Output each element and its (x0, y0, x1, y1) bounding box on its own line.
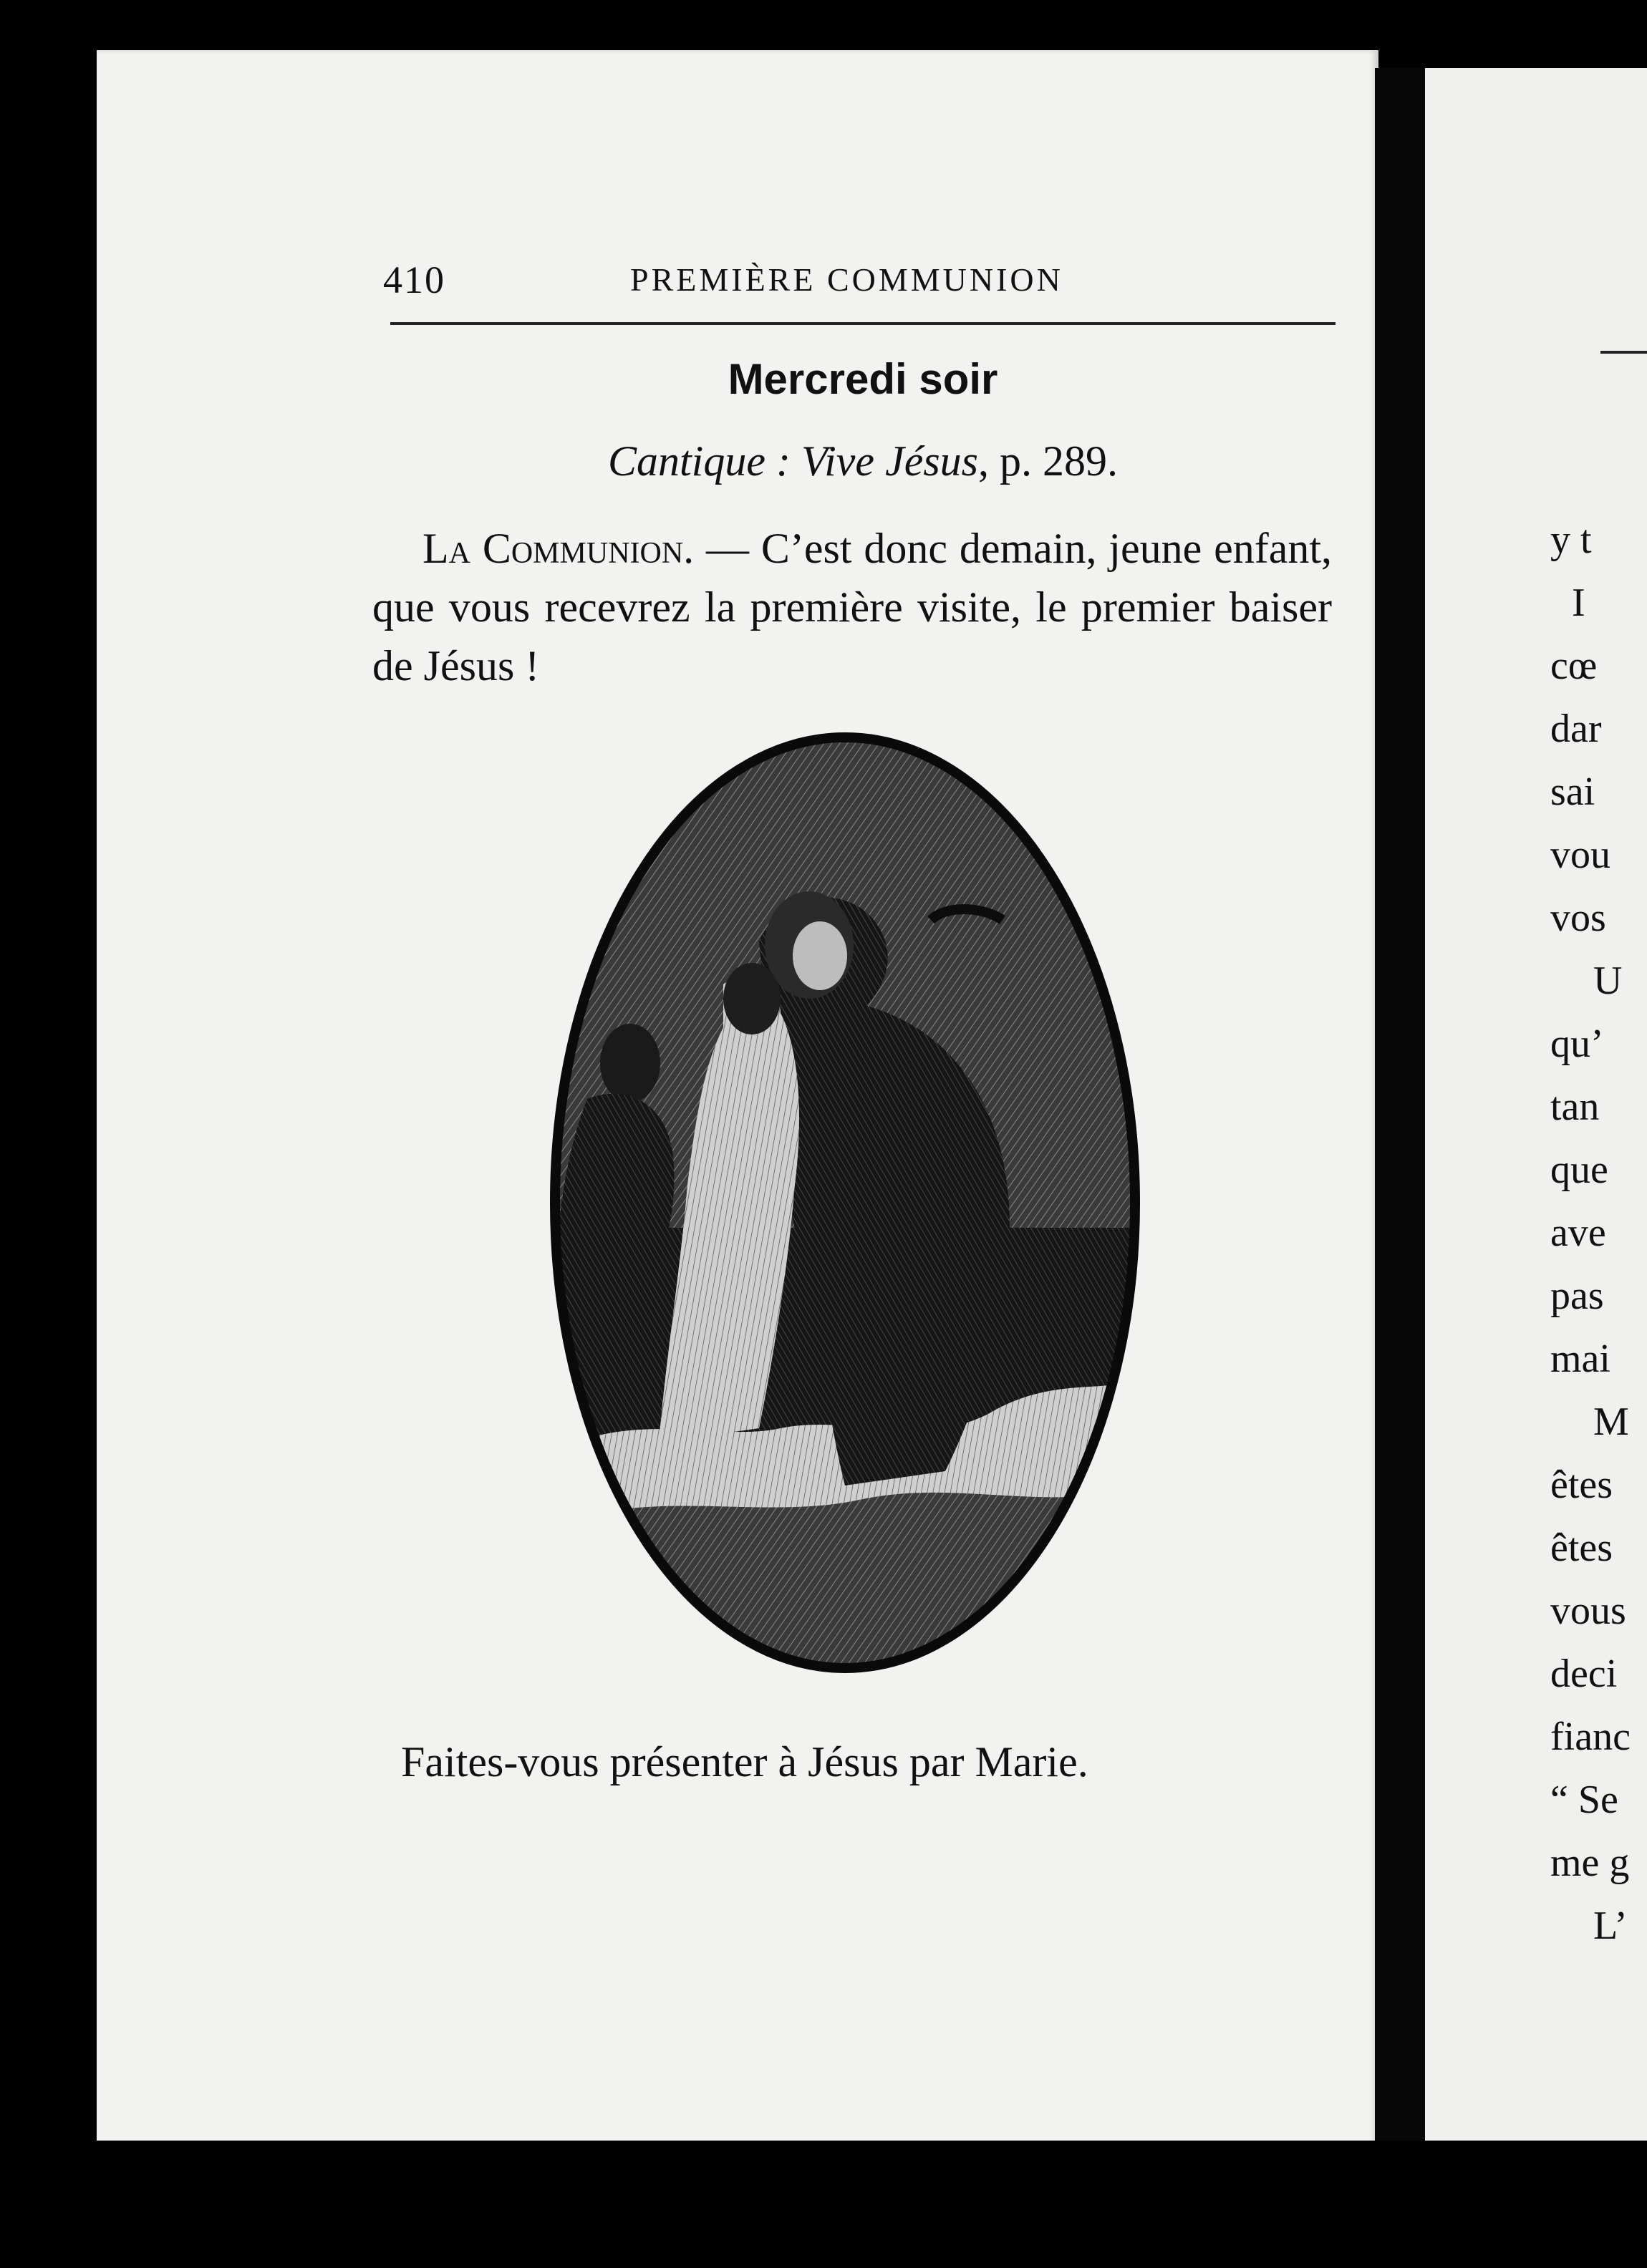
oval-engraving-image (544, 727, 1146, 1679)
paragraph-lead: La Communion. (422, 525, 695, 572)
facing-fragment: y t (1550, 518, 1592, 562)
facing-fragment: me g (1550, 1841, 1630, 1885)
facing-fragment: vos (1550, 896, 1606, 940)
facing-fragment: pas (1550, 1274, 1604, 1318)
hymn-reference (387, 437, 1339, 486)
facing-fragment: êtes (1550, 1463, 1613, 1507)
facing-fragment: cœ (1550, 644, 1598, 688)
body-paragraph (372, 519, 1332, 695)
caption-text: Faites-vous présenter à Jésus par Marie. (401, 1738, 1088, 1785)
facing-page-text (1550, 0, 1647, 1957)
hymn-page: , p. 289. (978, 437, 1119, 485)
facing-fragment: L’ (1593, 1904, 1628, 1948)
page-number: 410 (383, 258, 445, 301)
facing-fragment: dar (1550, 707, 1602, 751)
paragraph-text: — C’est donc demain, jeune enfant, que vous recevrez la première visite, le premier baiser de Jésus ! (372, 525, 1332, 689)
hymn-prefix: Cantique : (607, 437, 801, 485)
facing-fragment: M (1593, 1400, 1629, 1444)
facing-fragment: mai (1550, 1337, 1610, 1381)
facing-fragment: tan (1550, 1085, 1600, 1129)
hymn-title: Vive Jésus (801, 437, 979, 485)
running-title: PREMIÈRE COMMUNION (630, 261, 1063, 298)
facing-fragment: fianc (1550, 1715, 1631, 1759)
header-rule (390, 322, 1336, 325)
facing-fragment: I (1572, 581, 1585, 625)
facing-fragment: ave (1550, 1211, 1606, 1255)
facing-fragment: deci (1550, 1652, 1618, 1696)
facing-fragment: vou (1550, 833, 1610, 877)
facing-fragment: qu’ (1550, 1022, 1604, 1066)
scan-border-bottom (0, 2141, 1647, 2268)
book-gutter (1375, 68, 1425, 2166)
facing-fragment: que (1550, 1148, 1608, 1192)
scan-border-top (0, 0, 1647, 50)
facing-fragment: sai (1550, 770, 1595, 814)
facing-fragment: vous (1550, 1589, 1626, 1633)
facing-fragment: “ Se (1550, 1778, 1618, 1822)
facing-fragment: êtes (1550, 1526, 1613, 1570)
image-caption (358, 1732, 1318, 1791)
section-title: Mercredi soir (728, 355, 998, 403)
facing-fragment: U (1593, 959, 1623, 1003)
running-head (383, 258, 1328, 308)
